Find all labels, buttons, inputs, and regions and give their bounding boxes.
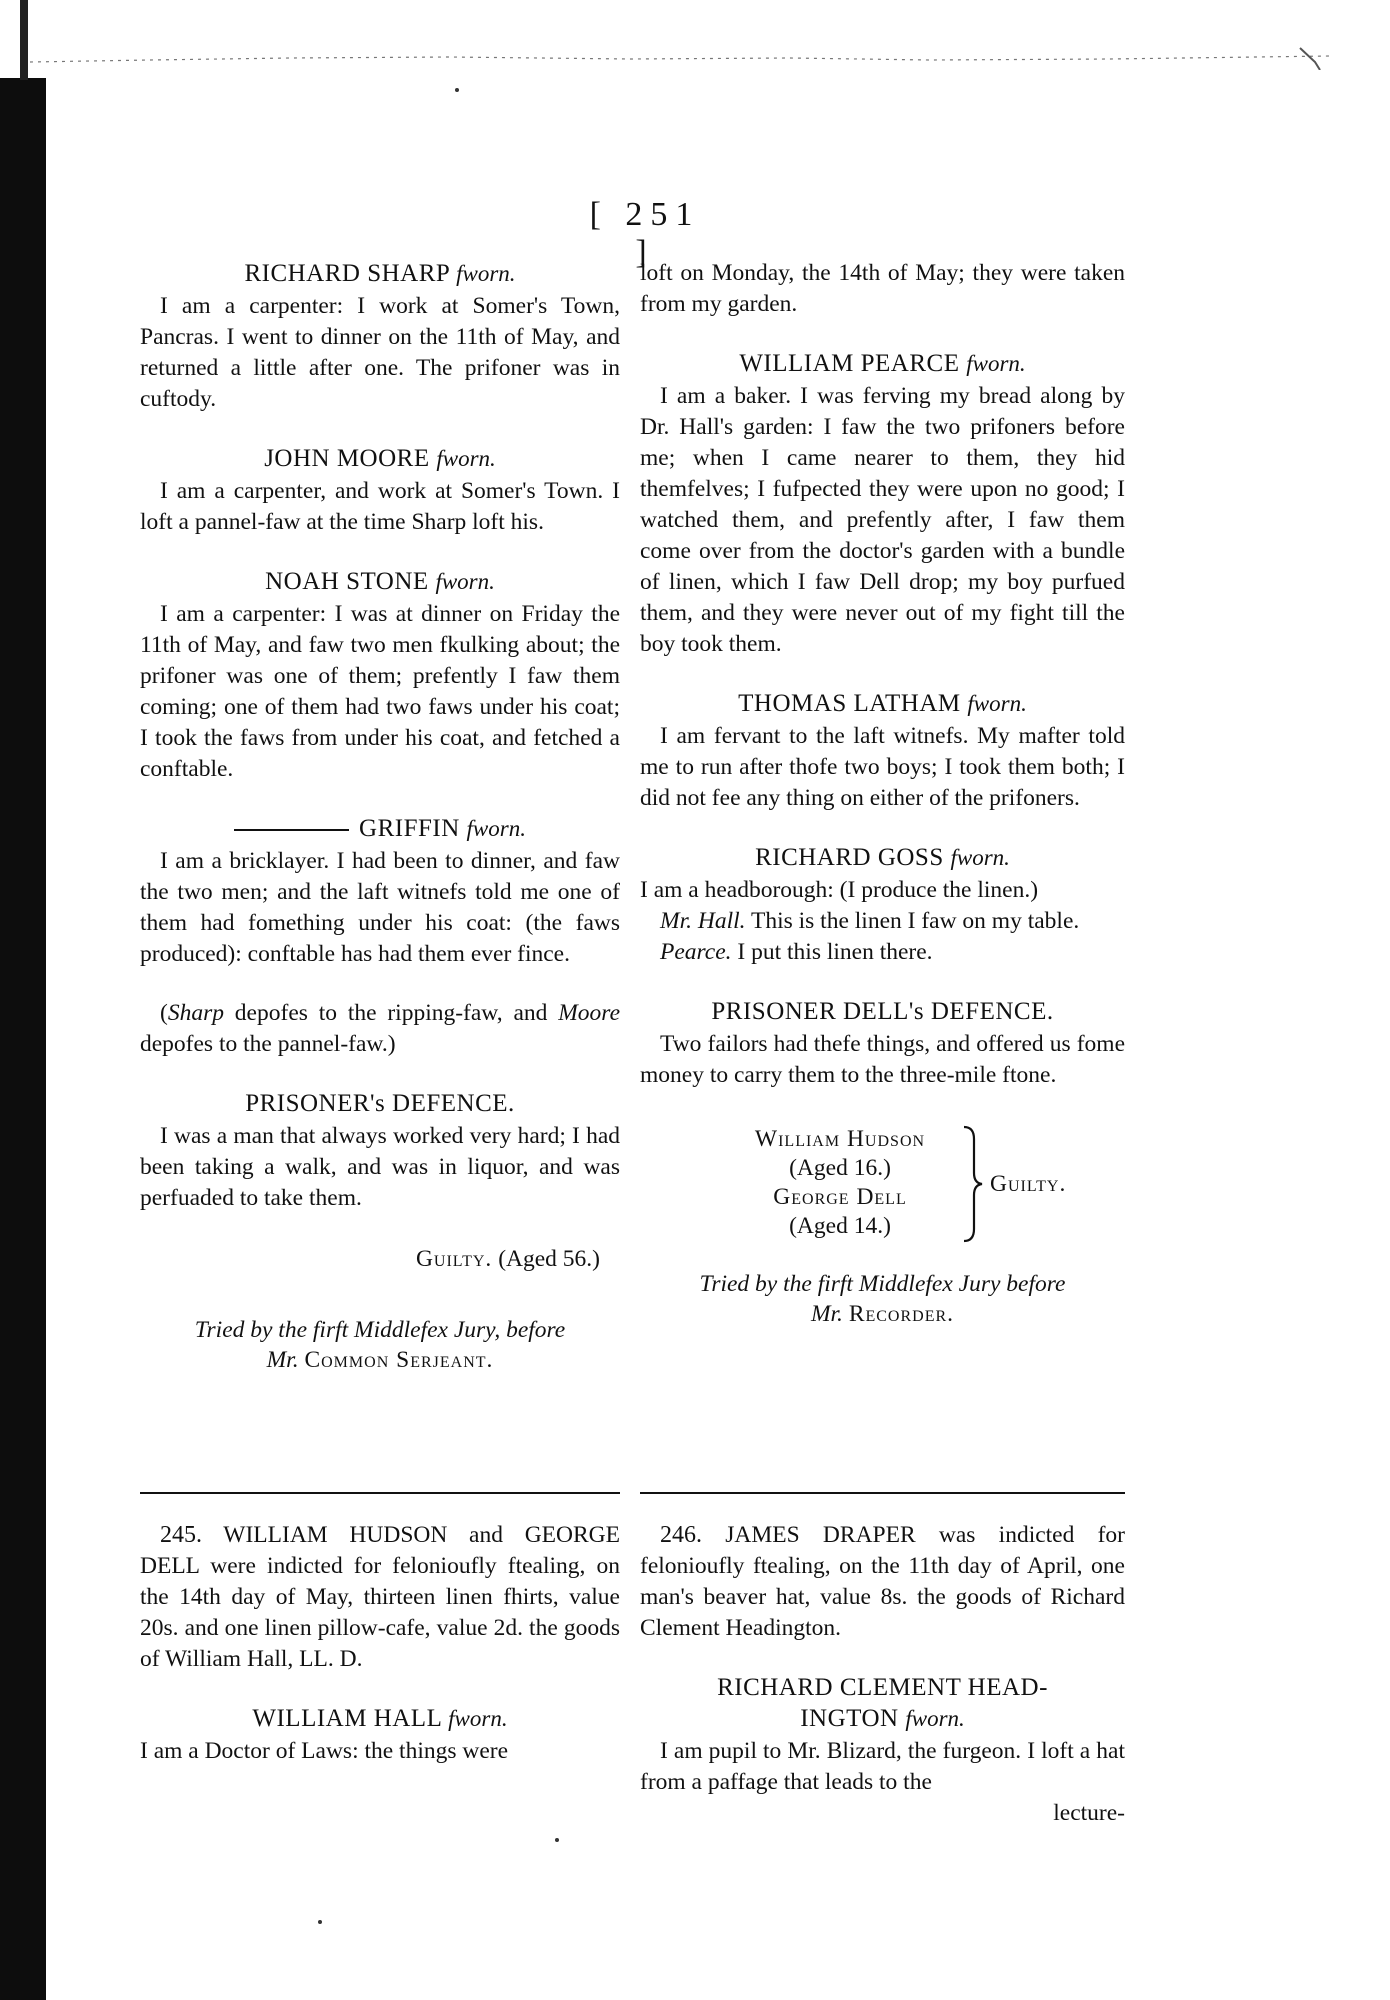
verdict-word: Guilty. [415, 1246, 493, 1272]
case-number: 246. [660, 1522, 702, 1548]
defendant-list [720, 1125, 960, 1241]
sworn-label: fworn. [905, 1706, 965, 1731]
witness-name: RICHARD CLEMENT HEAD- [717, 1674, 1048, 1701]
scan-speck [555, 1838, 559, 1842]
witness-heading [640, 1672, 1125, 1734]
indictment-text: 246. JAMES DRAPER was indicted for felonioufly ftealing, on the 11th day of April, one man's beaver hat, value 8s. the goods of Richard Clement Headington. [640, 1522, 1125, 1641]
witness-name: INGTON [800, 1705, 899, 1732]
case-defendants: JAMES DRAPER [725, 1522, 916, 1548]
testimony-continuation: loft on Monday, the 14th of May; they were taken from my garden. [640, 260, 1125, 317]
tried-by-note [640, 1269, 1125, 1329]
tried-judge: Common Serjeant. [304, 1347, 494, 1373]
sworn-label: fworn. [466, 816, 526, 841]
testimony-text: I am a carpenter, and work at Somer's Town. I loft a pannel-faw at the time Sharp loft his. [140, 478, 620, 535]
testimony-text: I am a headborough: (I produce the linen.) [640, 877, 1039, 903]
witness-name: WILLIAM HALL [252, 1705, 442, 1732]
verdict [140, 1244, 620, 1275]
testimony-text: I am a carpenter: I was at dinner on Friday the 11th of May, and faw two men fkulking about; the prifoner was one of them; prefently I faw them coming; one of them had two faws under his coat; I took the faws from under his coat, and fetched a conftable. [140, 601, 620, 782]
sworn-label: fworn. [435, 569, 495, 594]
sworn-label: fworn. [456, 261, 516, 286]
defence-heading: PRISONER's DEFENCE. [245, 1090, 515, 1117]
note-name: Moore [558, 1000, 620, 1026]
witness-name: JOHN MOORE [264, 445, 430, 472]
tried-by-note [140, 1315, 620, 1375]
defence-text: Two failors had thefe things, and offered us fome money to carry them to the three-mile ftone. [640, 1031, 1125, 1088]
section-divider [640, 1492, 1125, 1494]
tried-mr: Mr. [266, 1347, 299, 1373]
scan-edge-noise [30, 40, 1350, 70]
sworn-label: fworn. [436, 446, 496, 471]
witness-name: GRIFFIN [359, 815, 460, 842]
court-note: (Sharp depofes to the ripping-faw, and Moore depofes to the pannel-faw.) [140, 1000, 620, 1057]
defendant-name: William Hudson [754, 1126, 926, 1152]
tried-line: Tried by the firft Middlefex Jury before [699, 1271, 1066, 1297]
case-number: 245. [160, 1522, 202, 1548]
witness-heading [140, 1703, 620, 1734]
defendant-age: (Aged 14.) [789, 1213, 891, 1239]
testimony-text: I am a bricklayer. I had been to dinner, and faw the two men; and the laft witnefs told me one of them had fomething under his coat: (the faws produced): conftable has had them ever fince. [140, 848, 620, 967]
scan-speck [318, 1920, 322, 1924]
defence-text: I was a man that always worked very hard; I had been taking a walk, and was in liquor, and was perfuaded to take them. [140, 1123, 620, 1211]
left-column-case-245 [140, 1520, 620, 1767]
sworn-label: fworn. [448, 1706, 508, 1731]
testimony-text: I am a Doctor of Laws: the things were [140, 1738, 509, 1764]
page-number: [ 251 ] [589, 196, 701, 271]
speaker-name: Mr. Hall. [660, 908, 746, 934]
sworn-label: fworn. [966, 351, 1026, 376]
verdict-word: Guilty. [990, 1171, 1067, 1197]
witness-heading [140, 566, 620, 597]
defendant-age: (Aged 16.) [789, 1155, 891, 1181]
testimony-text: I am pupil to Mr. Blizard, the furgeon. I loft a hat from a paffage that leads to the [640, 1738, 1125, 1795]
witness-heading [140, 813, 620, 844]
note-name: Sharp [167, 1000, 224, 1026]
defence-heading: PRISONER DELL's DEFENCE. [711, 998, 1054, 1025]
blank-name-rule [234, 829, 349, 831]
verdict-age: (Aged 56.) [498, 1246, 600, 1272]
witness-name: WILLIAM PEARCE [739, 350, 960, 377]
tried-line: Tried by the firft Middlefex Jury, before [194, 1317, 566, 1343]
witness-heading [140, 258, 620, 289]
catchword: lecture- [1053, 1800, 1125, 1826]
witness-name: NOAH STONE [265, 568, 429, 595]
testimony-text: I am a baker. I was ferving my bread along by Dr. Hall's garden: I faw the two prifoners before me; when I came nearer to them, they hid themfelves; I fufpected they were upon no good; I watched them, and prefently after, I faw them come over from the doctor's garden with a bundle of linen, which I faw Dell drop; my boy purfued them, and they were never out of my fight till the boy took them. [640, 383, 1125, 657]
right-brace-icon [962, 1125, 984, 1243]
testimony-text: Mr. Hall. This is the linen I faw on my table. [660, 908, 1080, 934]
speaker-name: Pearce. [660, 939, 732, 965]
verdict-block [640, 1125, 1125, 1245]
tried-mr: Mr. [810, 1301, 843, 1327]
tried-judge: Recorder. [848, 1301, 955, 1327]
right-column [640, 258, 1125, 1329]
testimony-text: I am fervant to the laft witnefs. My mafter told me to run after thofe two boys; I took them both; I did not fee any thing on either of the prifoners. [640, 723, 1125, 811]
witness-name: THOMAS LATHAM [738, 690, 961, 717]
defendant-name: George Dell [773, 1184, 907, 1210]
sworn-label: fworn. [967, 691, 1027, 716]
witness-heading [640, 348, 1125, 379]
right-column-case-246 [640, 1520, 1125, 1829]
book-spine-shadow [0, 78, 46, 2000]
sworn-label: fworn. [950, 845, 1010, 870]
witness-name: RICHARD GOSS [755, 844, 944, 871]
witness-heading [640, 842, 1125, 873]
section-divider [140, 1492, 620, 1494]
left-column [140, 258, 620, 1375]
book-spine-top [20, 0, 28, 80]
scan-speck [455, 88, 459, 92]
witness-heading [140, 443, 620, 474]
testimony-text: I am a carpenter: I work at Somer's Town, Pancras. I went to dinner on the 11th of May, and returned a little after one. The prifoner was in cuftody. [140, 293, 620, 412]
case-defendants: WILLIAM HUDSON and GEORGE DELL [140, 1522, 621, 1579]
indictment-text: 245. WILLIAM HUDSON and GEORGE DELL were indicted for felonioufly ftealing, on the 14th day of May, thirteen linen fhirts, value 20s. and one linen pillow-cafe, value 2d. the goods of William Hall, LL. D. [140, 1522, 621, 1672]
testimony-text: Pearce. I put this linen there. [660, 939, 933, 965]
witness-name: RICHARD SHARP [244, 260, 450, 287]
witness-heading [640, 688, 1125, 719]
